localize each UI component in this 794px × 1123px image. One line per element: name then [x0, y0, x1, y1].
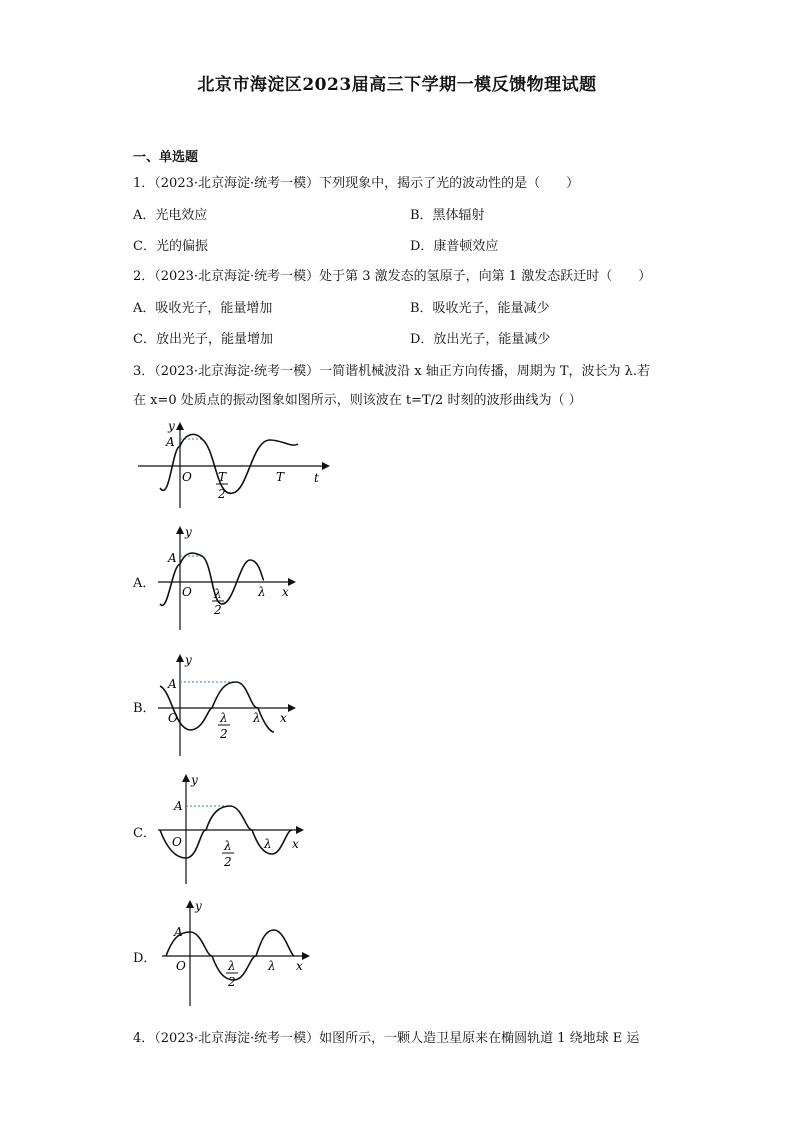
option-b-x-label: x [280, 711, 287, 725]
option-a-amp-label: A [168, 551, 177, 565]
option-b-half-denominator: 2 [220, 727, 228, 741]
q3-option-d-label: D． [133, 951, 157, 966]
option-d-origin: O [176, 959, 186, 973]
q3-option-b-label: B． [133, 701, 156, 716]
vibration-curve [160, 434, 298, 493]
q2-option-d: D．放出光子，能量减少 [410, 332, 551, 347]
q1-option-a: A．光电效应 [133, 208, 208, 223]
graph-half-denominator: 2 [218, 487, 226, 501]
option-d-period: λ [268, 959, 276, 973]
option-d-y-label: y [195, 899, 202, 913]
option-c-period: λ [264, 837, 272, 851]
option-c-x-label: x [292, 837, 299, 851]
option-b-half-numerator: λ [220, 711, 228, 725]
graph-origin-label: O [182, 470, 192, 484]
vibration-graph [130, 418, 340, 514]
question-3-stem-line1: 3．（2023·北京海淀·统考一模）一简谐机械波沿 x 轴正方向传播，周期为 T，波长为 λ.若 [133, 364, 651, 379]
option-a-y-label: y [185, 525, 192, 539]
q3-option-c-label: C． [133, 826, 156, 841]
option-c-y-label: y [191, 773, 198, 787]
graph-period-label: T [276, 470, 285, 484]
section-heading: 一、单选题 [133, 150, 199, 165]
option-b-origin: O [168, 711, 178, 725]
option-c-amp-label: A [174, 799, 183, 813]
option-d-amp-label: A [174, 925, 183, 939]
question-4-stem: 4．（2023·北京海淀·统考一模）如图所示，一颗人造卫星原来在椭圆轨道 1 绕地球 E 运 [133, 1031, 640, 1046]
graph-x-label: t [314, 471, 319, 485]
option-a-half-numerator: λ [214, 587, 222, 601]
q2-option-a: A．吸收光子，能量增加 [133, 301, 273, 316]
q3-option-a-label: A． [133, 576, 156, 591]
option-c-half-denominator: 2 [224, 855, 232, 869]
q2-option-b: B．吸收光子，能量减少 [410, 301, 550, 316]
option-d-half-denominator: 2 [228, 975, 236, 989]
option-b-y-label: y [185, 653, 192, 667]
page-title: 北京市海淀区2023届高三下学期一模反馈物理试题 [197, 75, 597, 95]
q1-option-c: C．光的偏振 [133, 239, 208, 254]
option-b-period: λ [253, 711, 261, 725]
option-c-graph [150, 772, 310, 888]
graph-amp-label: A [166, 435, 175, 449]
option-a-origin: O [182, 585, 192, 599]
option-b-amp-label: A [168, 677, 177, 691]
q2-option-c: C．放出光子，能量增加 [133, 332, 273, 347]
option-a-period: λ [258, 585, 266, 599]
option-c-origin: O [172, 835, 182, 849]
option-c-half-numerator: λ [224, 839, 232, 853]
question-2-stem: 2．（2023·北京海淀·统考一模）处于第 3 激发态的氢原子，向第 1 激发态跃迁时（ ） [133, 269, 652, 284]
q1-option-b: B．黑体辐射 [410, 208, 485, 223]
option-d-half-numerator: λ [228, 959, 236, 973]
graph-half-numerator: T [218, 470, 227, 484]
option-d-x-label: x [296, 959, 303, 973]
option-b-graph [150, 652, 300, 762]
option-a-x-label: x [282, 585, 289, 599]
question-3-stem-line2: 在 x=0 处质点的振动图象如图所示，则该波在 t=T/2 时刻的波形曲线为（ ） [133, 393, 582, 408]
graph-y-label: y [168, 419, 175, 433]
option-a-half-denominator: 2 [214, 603, 222, 617]
option-a-graph [150, 524, 300, 634]
question-1-stem: 1．（2023·北京海淀·统考一模）下列现象中，揭示了光的波动性的是（ ） [133, 176, 580, 191]
q1-option-d: D．康普顿效应 [410, 239, 499, 254]
option-d-graph [150, 898, 320, 1010]
